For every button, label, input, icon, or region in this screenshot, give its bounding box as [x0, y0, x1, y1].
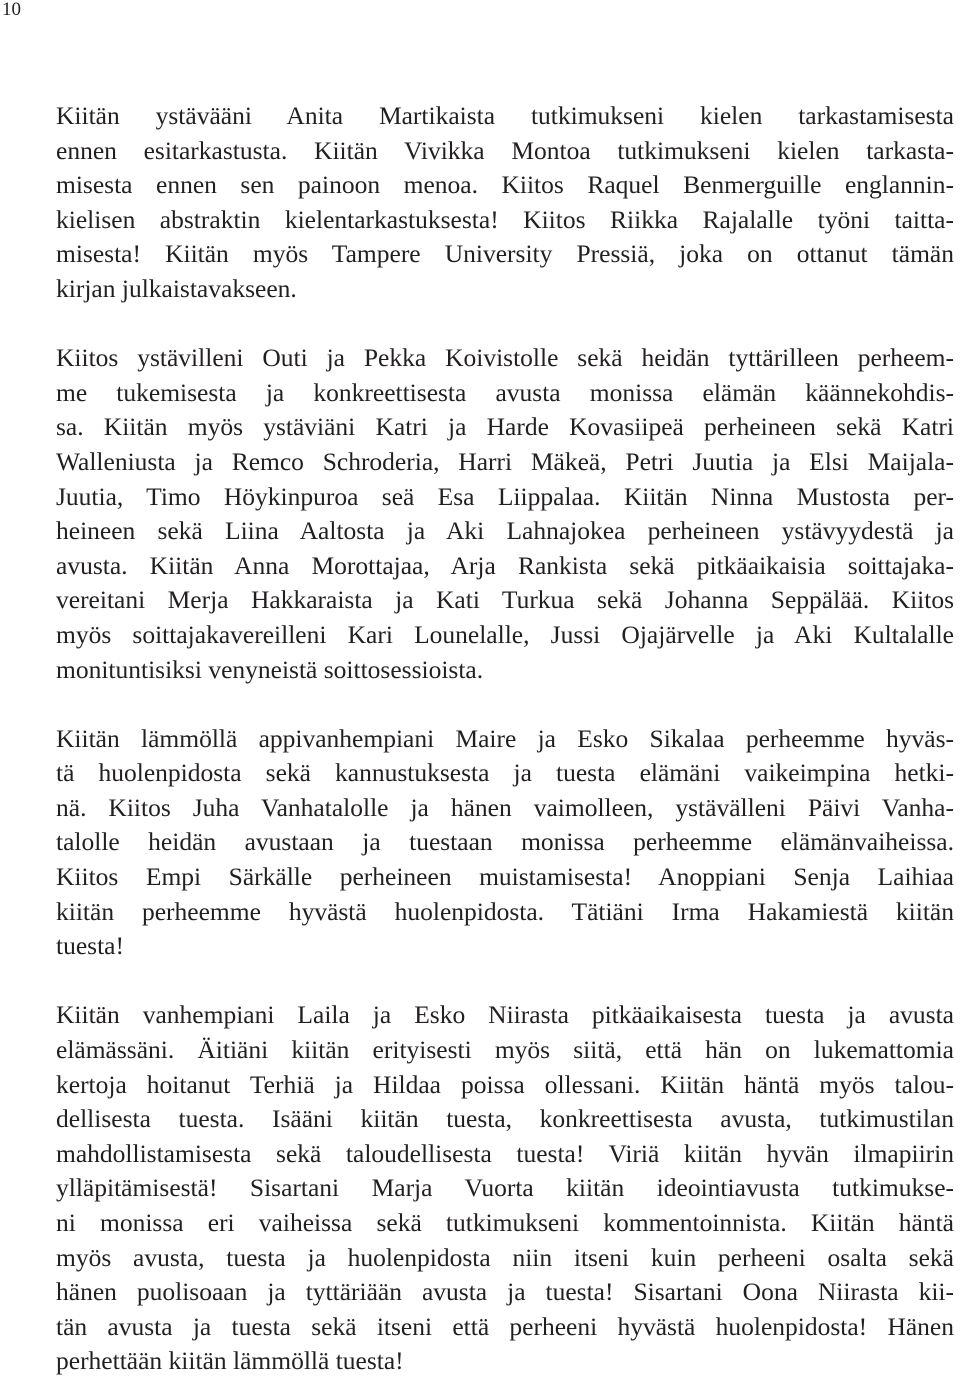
text-line: Kiitän vanhempiani Laila ja Esko Niirasta pitkäaikaisesta tuesta ja avusta [56, 1000, 954, 1030]
text-line: dellisesta tuesta. Isääni kiitän tuesta, konkreettisesta avusta, tutkimustilan [56, 1104, 954, 1134]
text-line: ylläpitämisestä! Sisartani Marja Vuorta kiitän ideointiavusta tutkimukse- [56, 1173, 954, 1203]
text-line: myös soittajakavereilleni Kari Lounelalle, Jussi Ojajärvelle ja Aki Kultalalle [56, 619, 954, 649]
text-line: tuesta! [56, 931, 124, 961]
text-line: perhettään kiitän lämmöllä tuesta! [56, 1346, 404, 1376]
text-line: hänen puolisoaan ja tyttäriään avusta ja tuesta! Sisartani Oona Niirasta kii- [56, 1277, 954, 1307]
text-line: Kiitos ystävilleni Outi ja Pekka Koivistolle sekä heidän tyttärilleen perheem- [56, 343, 954, 373]
paragraph-friends [56, 341, 954, 687]
text-line: elämässäni. Äitiäni kiitän erityisesti myös siitä, että hän on lukemattomia [56, 1035, 954, 1065]
text-line: tä huolenpidosta sekä kannustuksesta ja tuesta elämäni vaikeimpina hetki- [56, 758, 954, 788]
text-line: kiitän perheemme hyvästä huolenpidosta. Tätiäni Irma Hakamiestä kiitän [56, 896, 954, 926]
text-line: kielisen abstraktin kielentarkastuksesta! Kiitos Riikka Rajalalle työni taitta- [56, 204, 954, 234]
text-line: Walleniusta ja Remco Schroderia, Harri Mäkeä, Petri Juutia ja Elsi Maijala- [56, 446, 954, 476]
paragraph-parents-sisters [56, 998, 954, 1379]
text-line: Kiitän lämmöllä appivanhempiani Maire ja Esko Sikalaa perheemme hyväs- [56, 723, 954, 753]
text-line: vereitani Merja Hakkaraista ja Kati Turkua sekä Johanna Seppälää. Kiitos [56, 585, 954, 615]
acknowledgements-text [56, 99, 954, 1379]
text-line: mahdollistamisesta sekä taloudellisesta tuesta! Viriä kiitän hyvän ilmapiirin [56, 1138, 954, 1168]
text-line: misesta! Kiitän myös Tampere University Pressiä, joka on ottanut tämän [56, 239, 954, 269]
text-line: me tukemisesta ja konkreettisesta avusta monissa elämän käännekohdis- [56, 377, 954, 407]
text-line: kertoja hoitanut Terhiä ja Hildaa poissa ollessani. Kiitän häntä myös talou- [56, 1069, 954, 1099]
text-line: Juutia, Timo Höykinpuroa seä Esa Liippalaa. Kiitän Ninna Mustosta per- [56, 481, 954, 511]
page-number: 10 [2, 0, 21, 20]
text-line: avusta. Kiitän Anna Morottajaa, Arja Rankista sekä pitkäaikaisia soittajaka- [56, 550, 954, 580]
text-line: myös avusta, tuesta ja huolenpidosta niin itseni kuin perheeni osalta sekä [56, 1242, 954, 1272]
text-line: sa. Kiitän myös ystäviäni Katri ja Harde Kovasiipeä perheineen sekä Katri [56, 412, 954, 442]
text-line: ni monissa eri vaiheissa sekä tutkimukseni kommentoinnista. Kiitän häntä [56, 1208, 954, 1237]
text-line: talolle heidän avustaan ja tuestaan monissa perheemme elämänvaiheissa. [56, 827, 954, 857]
text-line: Kiitos Empi Särkälle perheineen muistamisesta! Anoppiani Senja Laihiaa [56, 862, 954, 892]
text-line: heineen sekä Liina Aaltosta ja Aki Lahnajokea perheineen ystävyydestä ja [56, 516, 954, 546]
text-line: Kiitän ystävääni Anita Martikaista tutkimukseni kielen tarkastamisesta [56, 101, 954, 130]
text-line: nä. Kiitos Juha Vanhatalolle ja hänen vaimolleen, ystävälleni Päivi Vanha- [56, 792, 954, 822]
text-line: kirjan julkaistavakseen. [56, 273, 297, 303]
text-line: ennen esitarkastusta. Kiitän Vivikka Montoa tutkimukseni kielen tarkasta- [56, 135, 954, 165]
text-line: misesta ennen sen painoon menoa. Kiitos Raquel Benmerguille englannin- [56, 170, 954, 200]
text-line: tän avusta ja tuesta sekä itseni että perheeni hyvästä huolenpidosta! Hänen [56, 1311, 954, 1341]
paragraph-in-laws [56, 722, 954, 964]
text-line: monituntisiksi venyneistä soittosessioista. [56, 654, 484, 684]
paragraph-language-review [56, 99, 954, 307]
